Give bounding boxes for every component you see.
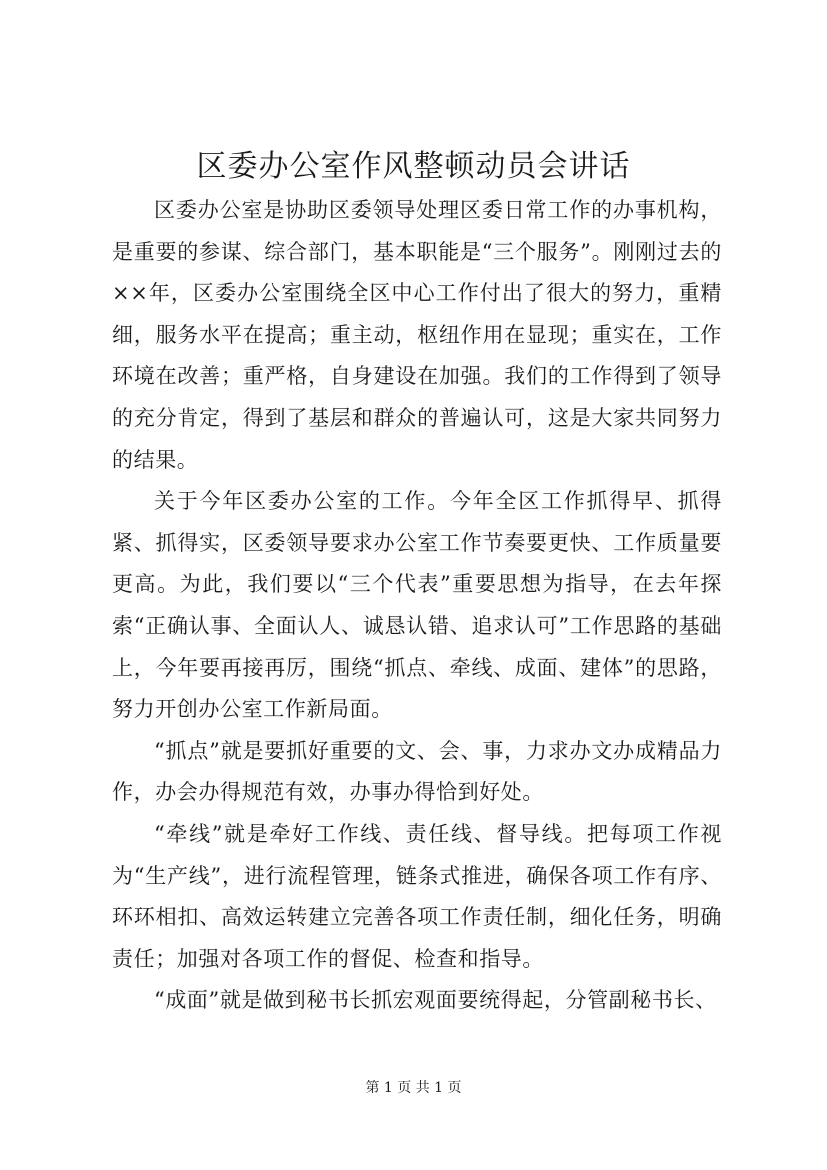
document-title: 区委办公室作风整顿动员会讲话 (196, 149, 631, 184)
paragraph-5: “成面”就是做到秘书长抓宏观面要统得起，分管副秘书长、 (154, 988, 717, 1013)
paragraph-4: “牵线”就是牵好工作线、责任线、督导线。把每项工作视为“生产线”，进行流程管理，链条式推进，确保各项工作有序、环环相扣、高效运转建立完善各项工作责任制，细化任务，明确责任；加强对各项工作的督促、检查和指导。 (112, 821, 722, 971)
paragraph-1: 区委办公室是协助区委领导处理区委日常工作的办事机构，是重要的参谋、综合部门，基本职能是“三个服务”。刚刚过去的××年，区委办公室围绕全区中心工作付出了很大的努力，重精细，服务水平在提高；重主动，枢纽作用在显现；重实在，工作环境在改善；重严格，自身建设在加强。我们的工作得到了领导的充分肯定，得到了基层和群众的普遍认可，这是大家共同努力的结果。 (112, 198, 722, 472)
paragraph-3: “抓点”就是要抓好重要的文、会、事，力求办文办成精品力作，办会办得规范有效，办事办得恰到好处。 (112, 738, 722, 805)
document-body (112, 190, 722, 1022)
paragraph-2: 关于今年区委办公室的工作。今年全区工作抓得早、抓得紧、抓得实，区委领导要求办公室工作节奏要更快、工作质量要更高。为此，我们要以“三个代表”重要思想为指导，在去年探索“正确认事、全面认人、诚恳认错、追求认可”工作思路的基础上，今年要再接再厉，围绕“抓点、牵线、成面、建体”的思路，努力开创办公室工作新局面。 (112, 489, 722, 722)
page-footer: 第 1 页 共 1 页 (365, 1080, 462, 1096)
